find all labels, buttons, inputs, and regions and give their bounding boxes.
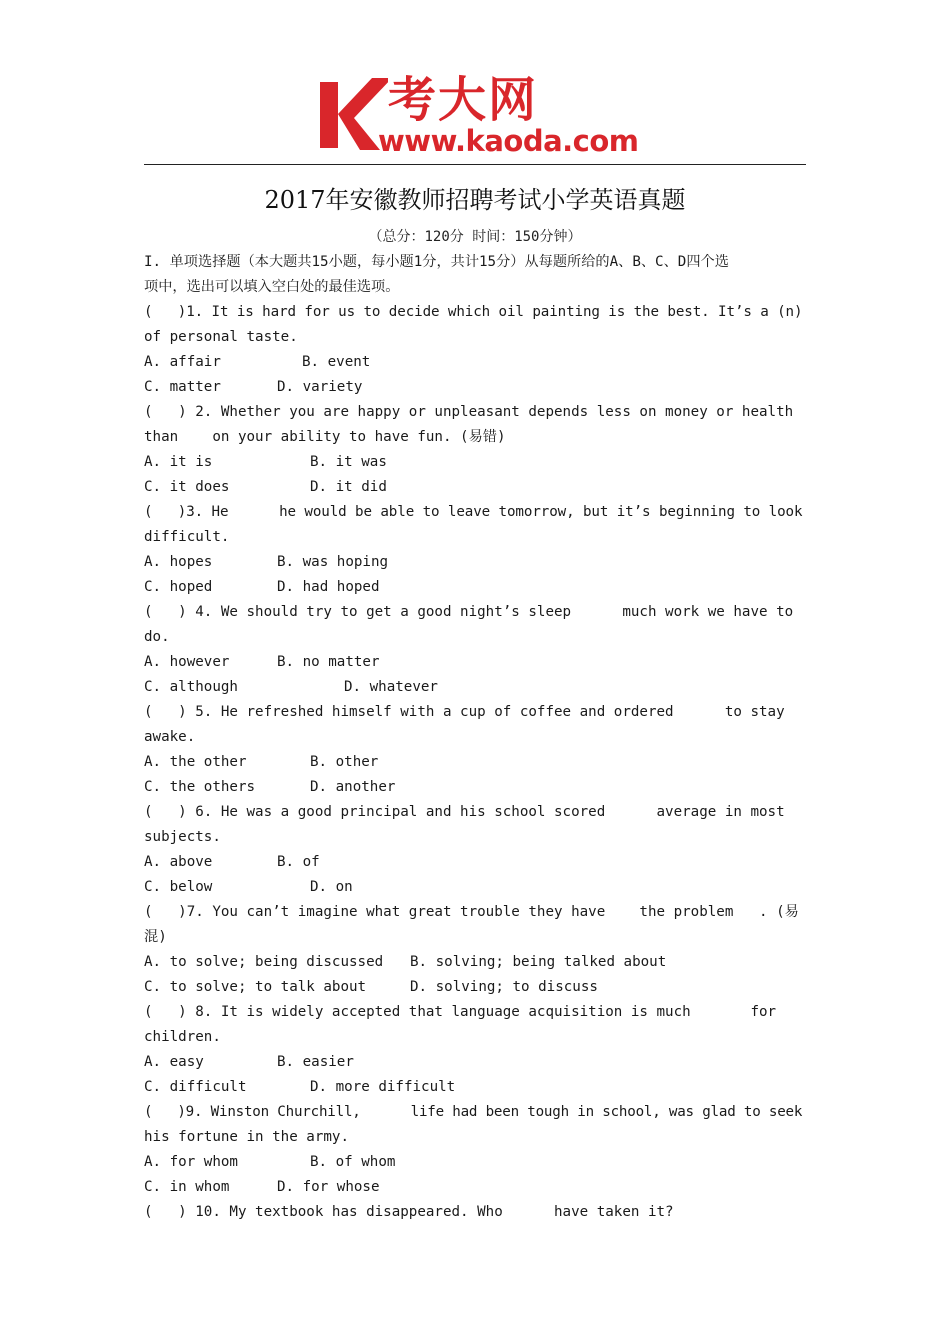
option-row [144,950,806,975]
option-row [144,675,806,700]
option-c: C. in whom [144,1179,230,1195]
option-a: A. easy [144,1054,204,1070]
option-row [144,1175,806,1200]
option-row [144,1075,806,1100]
option-b: B. other [310,754,379,770]
logo-chinese-text: 考大网 [388,72,539,128]
option-row [144,550,806,575]
option-b: B. solving; being talked about [410,954,667,970]
option-row [144,1150,806,1175]
question-stem: ( )7. You can’t imagine what great trouble they have the problem . (易 [144,904,799,920]
option-b: B. easier [277,1054,354,1070]
option-row [144,350,806,375]
option-c: C. the others [144,779,256,795]
option-d: D. for whose [277,1179,380,1195]
question-stem: do. [144,629,170,645]
question-stem: ( ) 5. He refreshed himself with a cup of coffee and ordered to stay [144,704,785,720]
kaoda-logo [318,70,648,162]
option-a: A. to solve; being discussed [144,954,384,970]
option-row [144,775,806,800]
option-row [144,975,806,1000]
option-d: D. another [310,779,396,795]
option-row [144,1050,806,1075]
question-stem: difficult. [144,529,230,545]
question-stem: 混) [144,929,167,945]
option-a: A. however [144,654,230,670]
question-stem: ( ) 10. My textbook has disappeared. Who have taken it? [144,1204,674,1220]
option-c: C. although [144,679,238,695]
option-row [144,850,806,875]
option-row [144,450,806,475]
header-divider [144,164,806,165]
option-d: D. more difficult [310,1079,456,1095]
question-stem: of personal taste. [144,329,298,345]
question-stem: subjects. [144,829,221,845]
option-row [144,750,806,775]
option-c: C. matter [144,379,221,395]
option-d: D. had hoped [277,579,380,595]
option-a: A. for whom [144,1154,238,1170]
question-stem: ( ) 2. Whether you are happy or unpleasant depends less on money or health [144,404,794,420]
section-heading-line: 项中，选出可以填入空白处的最佳选项。 [144,279,400,295]
option-a: A. the other [144,754,247,770]
option-d: D. whatever [344,679,438,695]
option-d: D. variety [277,379,363,395]
option-b: B. no matter [277,654,380,670]
question-stem: ( )3. He he would be able to leave tomorrow, but it’s beginning to look [144,504,803,520]
question-stem: than on your ability to have fun. (易错) [144,429,506,445]
option-a: A. it is [144,454,213,470]
option-c: C. difficult [144,1079,247,1095]
option-b: B. was hoping [277,554,389,570]
section-heading-line: I. 单项选择题（本大题共15小题，每小题1分，共计15分）从每题所给的A、B、C、D四个选 [144,254,729,270]
question-stem: his fortune in the army. [144,1129,349,1145]
question-stem: children. [144,1029,221,1045]
option-row [144,875,806,900]
question-stem: ( ) 4. We should try to get a good night’s sleep much work we have to [144,604,794,620]
question-stem: awake. [144,729,196,745]
option-b: B. event [302,354,371,370]
option-c: C. below [144,879,213,895]
option-b: B. of whom [310,1154,396,1170]
option-c: C. to solve; to talk about [144,979,367,995]
option-row [144,575,806,600]
option-a: A. affair [144,354,221,370]
question-stem: ( )1. It is hard for us to decide which oil painting is the best. It’s a (n) [144,304,803,320]
option-a: A. above [144,854,213,870]
logo-url-text: www.kaoda.com [378,124,639,158]
question-stem: ( ) 6. He was a good principal and his school scored average in most [144,804,785,820]
option-c: C. hoped [144,579,213,595]
option-d: D. on [310,879,353,895]
option-row [144,475,806,500]
page-subtitle: （总分：120分 时间：150分钟） [368,229,582,245]
question-stem: ( )9. Winston Churchill, life had been tough in school, was glad to seek [144,1104,803,1120]
option-b: B. of [277,854,320,870]
option-b: B. it was [310,454,387,470]
option-d: D. it did [310,479,387,495]
option-d: D. solving; to discuss [410,979,598,995]
question-stem: ( ) 8. It is widely accepted that language acquisition is much for [144,1004,777,1020]
option-row [144,650,806,675]
option-a: A. hopes [144,554,213,570]
page-title: 2017年安徽教师招聘考试小学英语真题 [264,186,686,214]
option-row [144,375,806,400]
option-c: C. it does [144,479,230,495]
question-list [144,250,806,1225]
